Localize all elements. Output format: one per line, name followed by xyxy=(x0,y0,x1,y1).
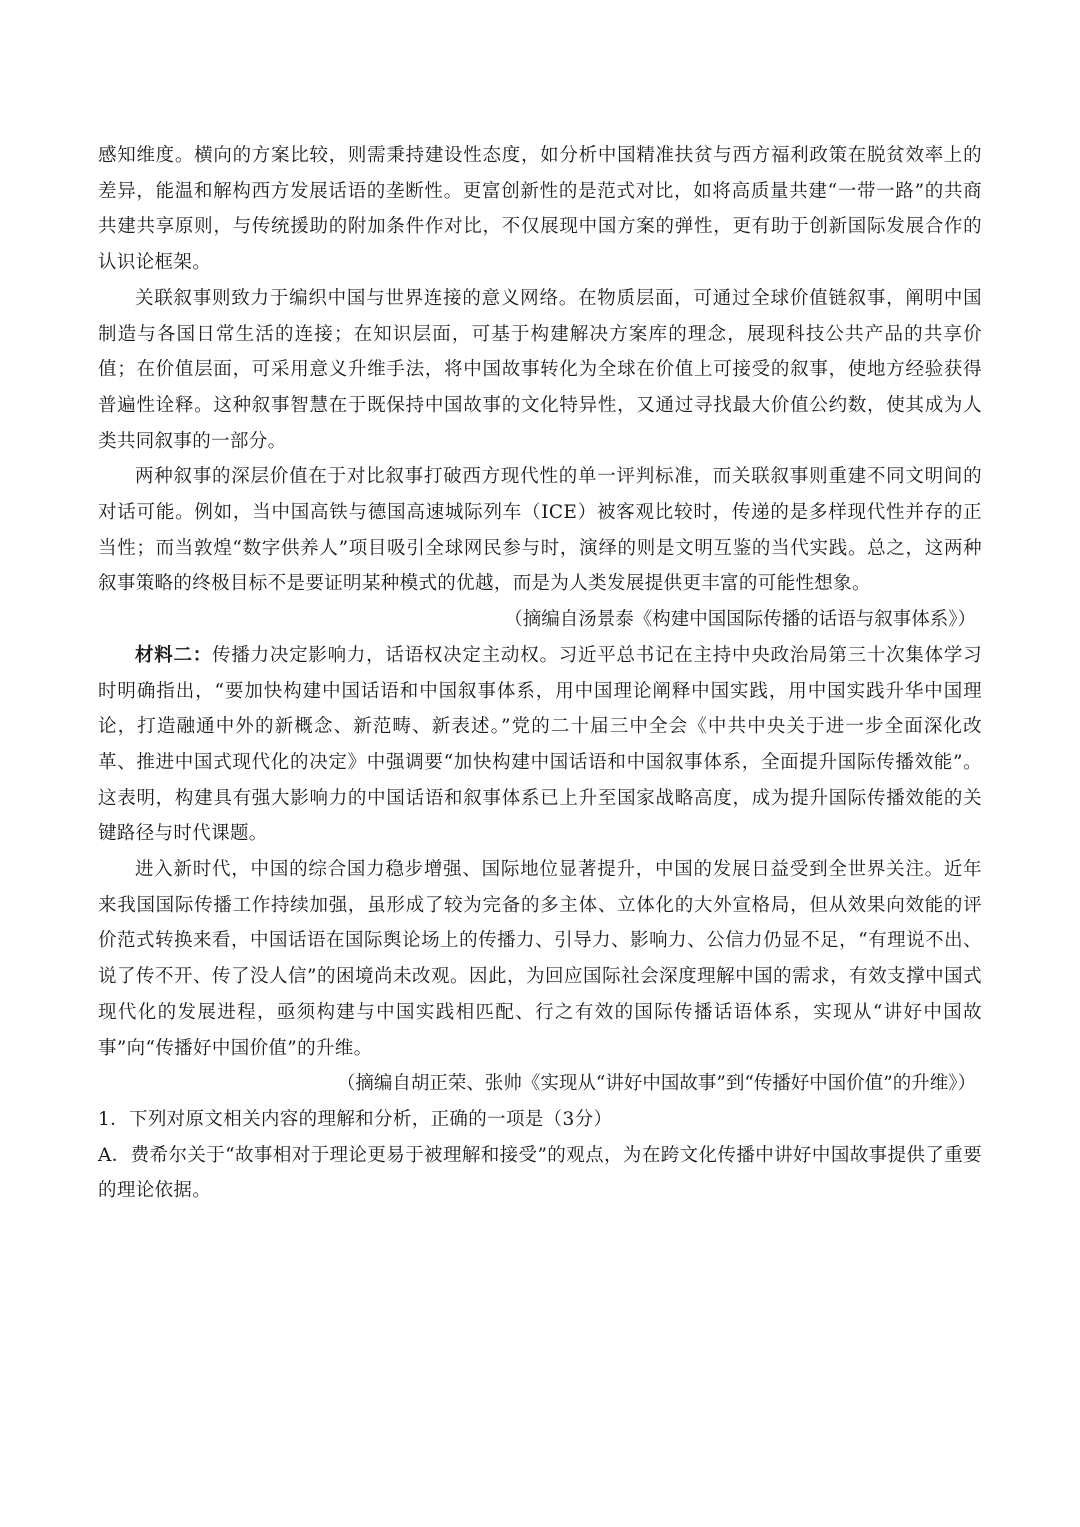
paragraph-continuation: 感知维度。横向的方案比较，则需秉持建设性态度，如分析中国精准扶贫与西方福利政策在脱贫效率上的差异，能温和解构西方发展话语的垄断性。更富创新性的是范式对比，如将高质量共建“一带一路”的共商共建共享原则，与传统援助的附加条件作对比，不仅展现中国方案的弹性，更有助于创新国际发展合作的认识论框架。 xyxy=(98,145,982,274)
source-citation-1: （摘编自汤景泰《构建中国国际传播的话语与叙事体系》） xyxy=(504,609,976,631)
question-1-stem: 1．下列对原文相关内容的理解和分析，正确的一项是（3分） xyxy=(98,1108,613,1130)
source-citation-2: （摘编自胡正荣、张帅《实现从“讲好中国故事”到“传播好中国价值”的升维》） xyxy=(336,1073,976,1095)
paragraph-material-two xyxy=(98,638,982,852)
paragraph-relational-narrative: 关联叙事则致力于编织中国与世界连接的意义网络。在物质层面，可通过全球价值链叙事，阐明中国制造与各国日常生活的连接；在知识层面，可基于构建解决方案库的理念，展现科技公共产品的共享价值；在价值层面，可采用意义升维手法，将中国故事转化为全球在价值上可接受的叙事，使地方经验获得普遍性诠释。这种叙事智慧在于既保持中国故事的文化特异性，又通过寻找最大价值公约数，使其成为人类共同叙事的一部分。 xyxy=(98,287,982,452)
paragraph-two-narratives: 两种叙事的深层价值在于对比叙事打破西方现代性的单一评判标准，而关联叙事则重建不同文明间的对话可能。例如，当中国高铁与德国高速城际列车（ICE）被客观比较时，传递的是多样现代性并存的正当性；而当敦煌“数字供养人”项目吸引全球网民参与时，演绎的则是文明互鉴的当代实践。总之，这两种叙事策略的终极目标不是要证明某种模式的优越，而是为人类发展提供更丰富的可能性想象。 xyxy=(98,466,982,595)
question-1-option-a: A．费希尔关于“故事相对于理论更易于被理解和接受”的观点，为在跨文化传播中讲好中国故事提供了重要的理论依据。 xyxy=(98,1144,982,1202)
document-page xyxy=(98,138,982,1209)
material-two-label: 材料二： xyxy=(135,644,213,666)
paragraph-new-era: 进入新时代，中国的综合国力稳步增强、国际地位显著提升，中国的发展日益受到全世界关注。近年来我国国际传播工作持续加强，虽形成了较为完备的多主体、立体化的大外宣格局，但从效果向效能的评价范式转换来看，中国话语在国际舆论场上的传播力、引导力、影响力、公信力仍显不足，“有理说不出、说了传不开、传了没人信”的困境尚未改观。因此，为回应国际社会深度理解中国的需求，有效支撑中国式现代化的发展进程，亟须构建与中国实践相匹配、行之有效的国际传播话语体系，实现从“讲好中国故事”向“传播好中国价值”的升维。 xyxy=(98,859,982,1059)
material-two-text: 传播力决定影响力，话语权决定主动权。习近平总书记在主持中央政治局第三十次集体学习时明确指出，“要加快构建中国话语和中国叙事体系，用中国理论阐释中国实践，用中国实践升华中国理论，打造融通中外的新概念、新范畴、新表述。”党的二十届三中全会《中共中央关于进一步全面深化改革、推进中国式现代化的决定》中强调要“加快构建中国话语和中国叙事体系，全面提升国际传播效能”。这表明，构建具有强大影响力的中国话语和叙事体系已上升至国家战略高度，成为提升国际传播效能的关键路径与时代课题。 xyxy=(98,644,982,845)
